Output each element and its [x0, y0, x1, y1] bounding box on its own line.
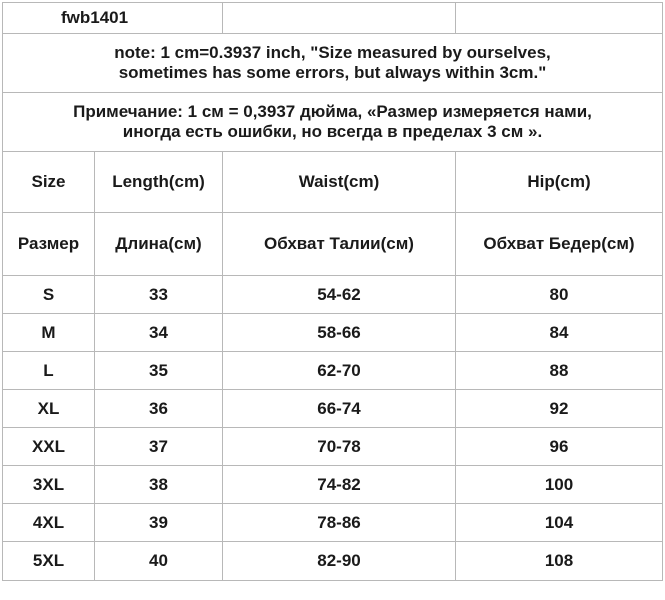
table-row	[3, 466, 663, 504]
note-russian-row	[3, 93, 663, 152]
empty-cell	[223, 3, 456, 34]
table-row	[3, 390, 663, 428]
note-english-row	[3, 34, 663, 93]
size-cell: S	[3, 276, 95, 314]
length-cell: 36	[95, 390, 223, 428]
table-row	[3, 314, 663, 352]
header-hip: Hip(cm)	[456, 152, 663, 213]
size-chart-table	[2, 2, 663, 581]
hip-cell: 100	[456, 466, 663, 504]
size-cell: 4XL	[3, 504, 95, 542]
size-cell: 5XL	[3, 542, 95, 581]
length-cell: 39	[95, 504, 223, 542]
length-cell: 37	[95, 428, 223, 466]
waist-cell: 78-86	[223, 504, 456, 542]
waist-cell: 62-70	[223, 352, 456, 390]
header-row-english	[3, 152, 663, 213]
table-row	[3, 352, 663, 390]
size-cell: L	[3, 352, 95, 390]
note-english-line: sometimes has some errors, but always within 3cm."	[118, 63, 547, 82]
length-cell: 40	[95, 542, 223, 581]
waist-cell: 54-62	[223, 276, 456, 314]
waist-cell: 70-78	[223, 428, 456, 466]
hip-cell: 92	[456, 390, 663, 428]
note-russian-line: иногда есть ошибки, но всегда в пределах 3 см ».	[122, 122, 543, 141]
hip-cell: 84	[456, 314, 663, 352]
table-row	[3, 504, 663, 542]
note-english-line: note: 1 cm=0.3937 inch, "Size measured by ourselves,	[114, 43, 551, 62]
table-row	[3, 276, 663, 314]
note-russian	[3, 93, 663, 152]
waist-cell: 58-66	[223, 314, 456, 352]
note-russian-line: Примечание: 1 см = 0,3937 дюйма, «Размер измеряется нами,	[73, 102, 592, 121]
header-row-russian	[3, 213, 663, 276]
size-cell: M	[3, 314, 95, 352]
hip-cell: 108	[456, 542, 663, 581]
size-cell: 3XL	[3, 466, 95, 504]
header-length-ru: Длина(см)	[95, 213, 223, 276]
header-hip-ru: Обхват Бедер(см)	[456, 213, 663, 276]
length-cell: 35	[95, 352, 223, 390]
note-english	[3, 34, 663, 93]
waist-cell: 66-74	[223, 390, 456, 428]
waist-cell: 74-82	[223, 466, 456, 504]
length-cell: 33	[95, 276, 223, 314]
product-code: fwb1401	[3, 3, 223, 34]
header-size: Size	[3, 152, 95, 213]
size-cell: XL	[3, 390, 95, 428]
table-row	[3, 428, 663, 466]
size-cell: XXL	[3, 428, 95, 466]
product-code-row	[3, 3, 663, 34]
table-row	[3, 542, 663, 581]
header-waist-ru: Обхват Талии(см)	[223, 213, 456, 276]
header-length: Length(cm)	[95, 152, 223, 213]
empty-cell	[456, 3, 663, 34]
header-waist: Waist(cm)	[223, 152, 456, 213]
hip-cell: 104	[456, 504, 663, 542]
length-cell: 34	[95, 314, 223, 352]
hip-cell: 88	[456, 352, 663, 390]
length-cell: 38	[95, 466, 223, 504]
waist-cell: 82-90	[223, 542, 456, 581]
hip-cell: 96	[456, 428, 663, 466]
hip-cell: 80	[456, 276, 663, 314]
header-size-ru: Размер	[3, 213, 95, 276]
